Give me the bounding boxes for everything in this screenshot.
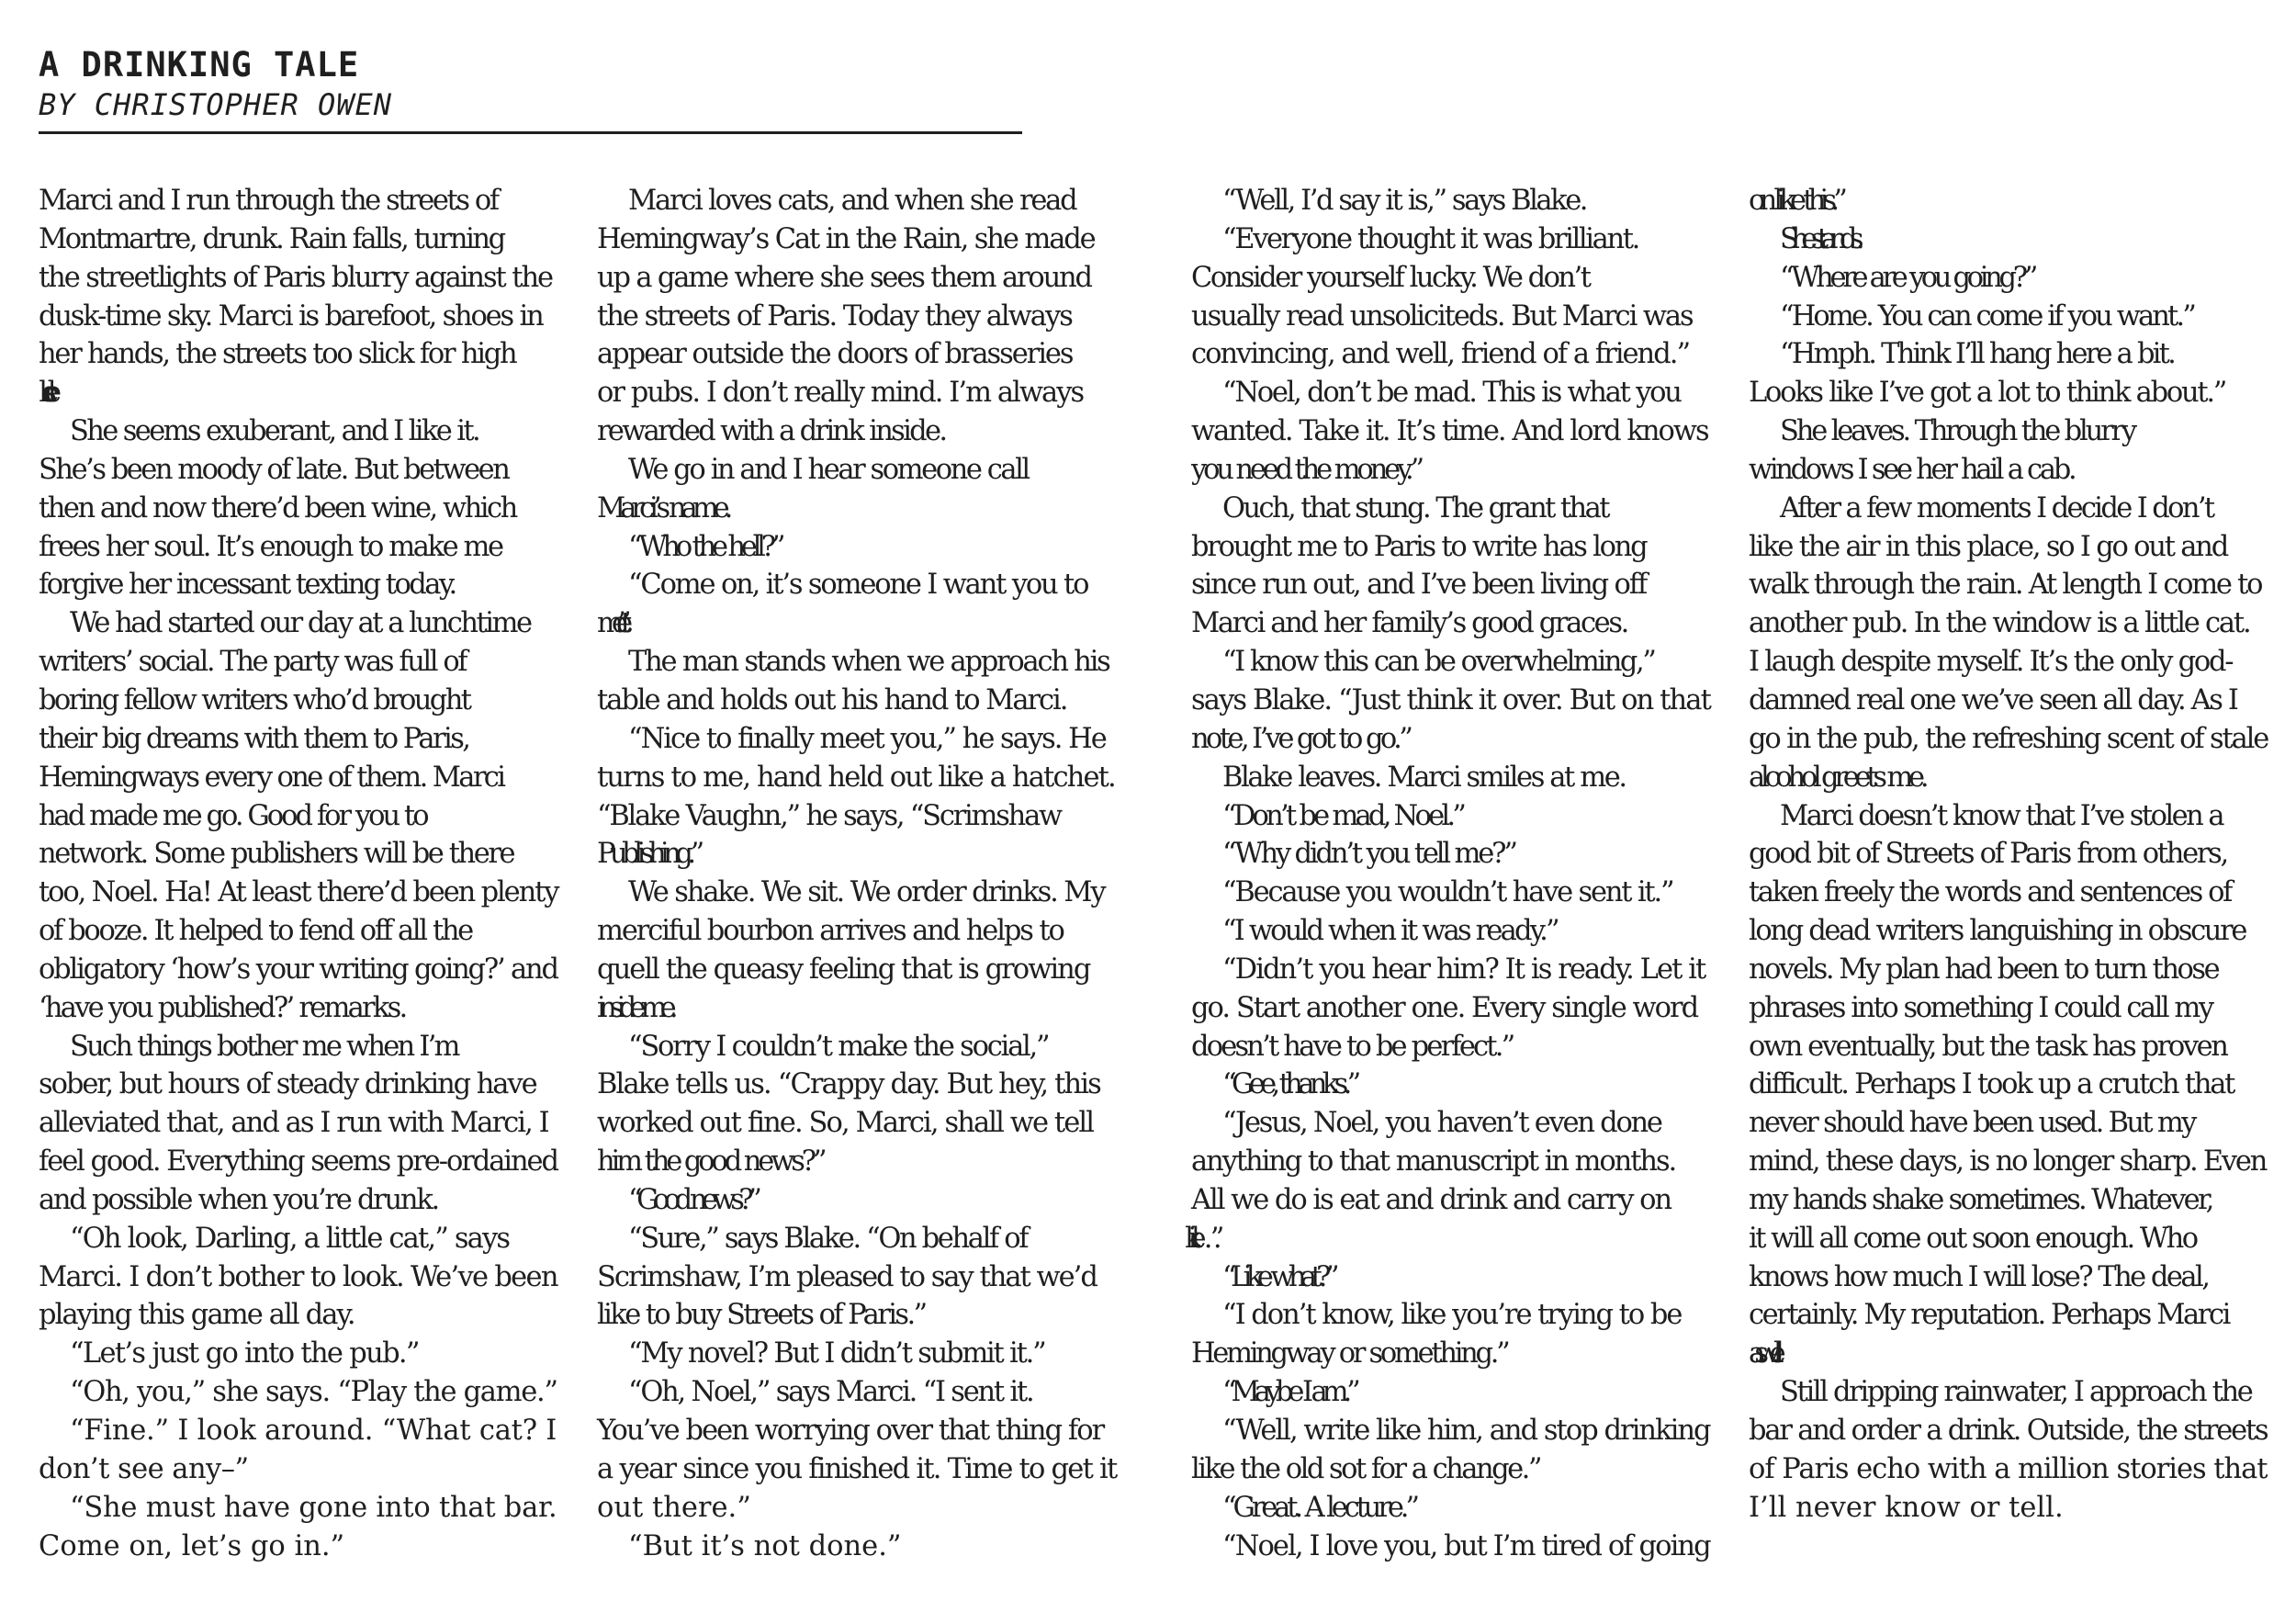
text-line: a year since you finished it. Time to get it [597,1452,1117,1485]
text-line: “Oh, Noel,” says Marci. “I sent it. [628,1376,1033,1409]
text-line: the streets of Paris. Today they always [597,299,1072,333]
text-line: her hands, the streets too slick for high [39,338,516,371]
text-line: “Like what?” [1222,1260,1334,1293]
text-line: like the air in this place, so I go out and [1749,530,2228,563]
text-line: you need the money.” [1191,453,1421,486]
text-line: damned real one we’ve seen all day. As I [1749,683,2237,716]
text-line: playing this game all day. [39,1299,355,1332]
text-line: and possible when you’re drunk. [39,1183,438,1216]
text-line: Blake leaves. Marci smiles at me. [1222,761,1626,794]
text-line: forgive her incessant texting today. [39,569,456,602]
text-line: of Paris echo with a million stories that [1749,1452,2268,1485]
text-line: turns to me, hand held out like a hatchet. [597,761,1115,794]
text-line: “Hmph. Think I’ll hang here a bit. [1780,338,2174,371]
text-line: She leaves. Through the blurry [1780,415,2134,448]
text-line: “Great. A lecture.” [1222,1491,1416,1524]
text-line: alcohol greets me. [1749,761,1925,794]
text-line: up a game where she sees them around [597,261,1091,294]
text-line: novels. My plan had been to turn those [1749,953,2219,986]
text-line: their big dreams with them to Paris, [39,722,469,755]
text-line: “Oh look, Darling, a little cat,” says [70,1222,510,1255]
text-line: “My novel? But I didn’t submit it.” [628,1337,1045,1370]
text-line: like…” [1191,1222,1213,1255]
text-line: Ouch, that stung. The grant that [1222,491,1608,524]
text-line: “Nice to finally meet you,” he says. He [628,722,1106,755]
text-line: knows how much I will lose? The deal, [1749,1260,2209,1293]
text-line: “Good news?” [628,1183,757,1216]
text-line: windows I see her hail a cab. [1749,453,2075,486]
text-line: Marci and her family’s good graces. [1191,607,1627,640]
text-line: “Let’s just go into the pub.” [70,1337,419,1370]
text-line: “Maybe I am.” [1222,1376,1356,1409]
text-line: After a few moments I decide I don’t [1780,491,2213,524]
text-line: “Why didn’t you tell me?” [1222,838,1515,871]
text-line: Blake tells us. “Crappy day. But hey, this [597,1068,1100,1101]
text-line: it will all come out soon enough. Who [1749,1222,2197,1255]
text-line: I laugh despite myself. It’s the only god- [1749,646,2233,679]
text-line: You’ve been worrying over that thing for [597,1415,1104,1447]
text-line: “Jesus, Noel, you haven’t even done [1222,1107,1661,1140]
article-byline: BY CHRISTOPHER OWEN [39,87,393,122]
text-line: quell the queasy feeling that is growing [597,953,1090,986]
text-line: “She must have gone into that bar. [70,1491,557,1524]
text-line: Hemingway or something.” [1191,1337,1508,1370]
text-line: good bit of Streets of Paris from others, [1749,838,2227,871]
text-line [39,374,557,412]
header-divider [39,131,1022,134]
text-line: taken freely the words and sentences of [1749,876,2231,909]
text-line: phrases into something I could call my [1749,991,2212,1024]
text-line: She seems exuberant, and I like it. [70,415,479,448]
text-line: “Blake Vaughn,” he says, “Scrimshaw [597,799,1061,832]
text-line: rewarded with a drink inside. [597,415,946,448]
text-line: like to buy Streets of Paris.” [597,1299,926,1332]
text-line: since run out, and I’ve been living off [1191,569,1647,602]
text-line: “Home. You can come if you want.” [1780,299,2194,333]
text-line: Marci loves cats, and when she read [628,185,1076,217]
text-line: walk through the rain. At length I come to [1749,569,2262,602]
text-line: network. Some publishers will be there [39,838,514,871]
text-line: sober, but hours of steady drinking have [39,1068,536,1101]
text-line: note, I’ve got to go.” [1191,722,1411,755]
text-line: long dead writers languishing in obscure [1749,915,2246,948]
text-line: “Everyone thought it was brilliant. [1222,222,1638,255]
text-line: Scrimshaw, I’m pleased to say that we’d [597,1260,1097,1293]
text-line: as well. [1749,1337,1770,1370]
text-line: “Gee, thanks.” [1222,1068,1356,1101]
text-line: never should have been used. But my [1749,1107,2195,1140]
text-line: “Sure,” says Blake. “On behalf of [628,1222,1028,1255]
text-line: “Where are you going?” [1780,261,2035,294]
text-line: difficult. Perhaps I took up a crutch that [1749,1068,2234,1101]
text-line: “Fine.” I look around. “What cat? I [70,1415,557,1447]
text-line: “Well, I’d say it is,” says Blake. [1222,185,1587,217]
text-line: “I don’t know, like you’re trying to be [1222,1299,1682,1332]
text-line: Consider yourself lucky. We don’t [1191,261,1590,294]
text-line: Marci’s name. [597,491,728,524]
text-line: Marci doesn’t know that I’ve stolen a [1780,799,2223,832]
text-line: too, Noel. Ha! At least there’d been plenty [39,876,558,909]
text-line: Publishing.” [597,838,699,871]
text-line: “Noel, I love you, but I’m tired of going [1222,1529,1710,1562]
text-line: worked out fine. So, Marci, shall we tell [597,1107,1094,1140]
text-line: “I would when it was ready.” [1222,915,1558,948]
text-line: “Come on, it’s someone I want you to [628,569,1088,602]
text-column-2 [597,182,1116,1565]
text-line: “Noel, don’t be mad. This is what you [1222,377,1681,410]
text-line: meet.” [597,607,620,640]
text-line: “I know this can be overwhelming,” [1222,646,1655,679]
text-line: I’ll never know or tell. [1749,1491,2064,1524]
text-line: Hemingway’s Cat in the Rain, she made [597,222,1095,255]
text-line: “Well, write like him, and stop drinking [1222,1415,1710,1447]
text-line: table and holds out his hand to Marci. [597,683,1067,716]
text-line: convincing, and well, friend of a friend.” [1191,338,1690,371]
text-line: him the good news?” [597,1145,824,1179]
text-line: certainly. My reputation. Perhaps Marci [1749,1299,2229,1332]
text-line: She stands. [1780,222,1857,255]
text-line: “Didn’t you hear him? It is ready. Let it [1222,953,1705,986]
text-line: ‘have you published?’ remarks. [39,991,406,1024]
text-line: Such things bother me when I’m [70,1030,458,1063]
text-line: frees her soul. It’s enough to make me [39,530,502,563]
text-line: feel good. Everything seems pre-ordained [39,1145,557,1179]
text-line: inside me. [597,991,671,1024]
article-header [39,44,1022,123]
text-line: on like this.” [1749,185,1842,217]
text-line: go in the pub, the refreshing scent of stale [1749,722,2268,755]
text-line: mind, these days, is no longer sharp. Even [1749,1145,2267,1179]
text-line: appear outside the doors of brasseries [597,338,1073,371]
text-line: bar and order a drink. Outside, the streets [1749,1415,2268,1447]
text-line: “But it’s not done.” [628,1529,902,1562]
text-line: like the old sot for a change.” [1191,1452,1540,1485]
text-line: Looks like I’ve got a lot to think about.” [1749,377,2226,410]
text-line: anything to that manuscript in months. [1191,1145,1676,1179]
text-line: the streetlights of Paris blurry against the [39,261,552,294]
text-line: Marci and I run through the streets of [39,185,498,217]
text-line: “Who the hell?” [628,530,782,563]
text-line: wanted. Take it. It’s time. And lord knows [1191,415,1708,448]
text-line: “Because you wouldn’t have sent it.” [1222,876,1673,909]
text-line: doesn’t have to be perfect.” [1191,1030,1514,1063]
text-line: writers’ social. The party was full of [39,646,467,679]
text-column-1 [39,182,557,1565]
text-line: boring fellow writers who’d brought [39,683,470,716]
article-title: A DRINKING TALE [39,45,360,85]
text-line: another pub. In the window is a little cat. [1749,607,2250,640]
text-line: alleviated that, and as I run with Marci, I [39,1107,548,1140]
text-line: We had started our day at a lunchtime [70,607,531,640]
text-line: merciful bourbon arrives and helps to [597,915,1064,948]
text-line: obligatory ‘how’s your writing going?’ and [39,953,557,986]
text-line: Montmartre, drunk. Rain falls, turning [39,222,504,255]
text-line: “Oh, you,” she says. “Play the game.” [70,1376,557,1409]
text-line: Still dripping rainwater, I approach the [1780,1376,2252,1409]
text-column-3 [1191,182,1710,1565]
text-line: brought me to Paris to write has long [1191,530,1647,563]
text-line: “Don’t be mad, Noel.” [1222,799,1464,832]
text-column-4 [1749,182,2268,1528]
text-line: had made me go. Good for you to [39,799,427,832]
text-line: The man stands when we approach his [628,646,1109,679]
text-line: Hemingways every one of them. Marci [39,761,504,794]
text-line: go. Start another one. Every single word [1191,991,1698,1024]
text-line: “Sorry I couldn’t make the social,” [628,1030,1049,1063]
text-line: my hands shake sometimes. Whatever, [1749,1183,2212,1216]
text-line: or pubs. I don’t really mind. I’m always [597,377,1084,410]
text-line: says Blake. “Just think it over. But on that [1191,683,1710,716]
text-line: All we do is eat and drink and carry on [1191,1183,1671,1216]
text-line: Marci. I don’t bother to look. We’ve been [39,1260,557,1293]
text-line: dusk-time sky. Marci is barefoot, shoes in [39,299,543,333]
text-line: We go in and I hear someone call [628,453,1029,486]
text-line: usually read unsoliciteds. But Marci was [1191,299,1693,333]
text-line: of booze. It helped to fend off all the [39,915,472,948]
text-line: then and now there’d been wine, which [39,491,516,524]
text-line: She’s been moody of late. But between [39,453,509,486]
text-line: own eventually, but the task has proven [1749,1030,2227,1063]
text-line: Come on, let’s go in.” [39,1529,345,1562]
text-line: don’t see any–” [39,1452,249,1485]
text-line: We shake. We sit. We order drinks. My [628,876,1105,909]
text-line: out there.” [597,1491,751,1524]
